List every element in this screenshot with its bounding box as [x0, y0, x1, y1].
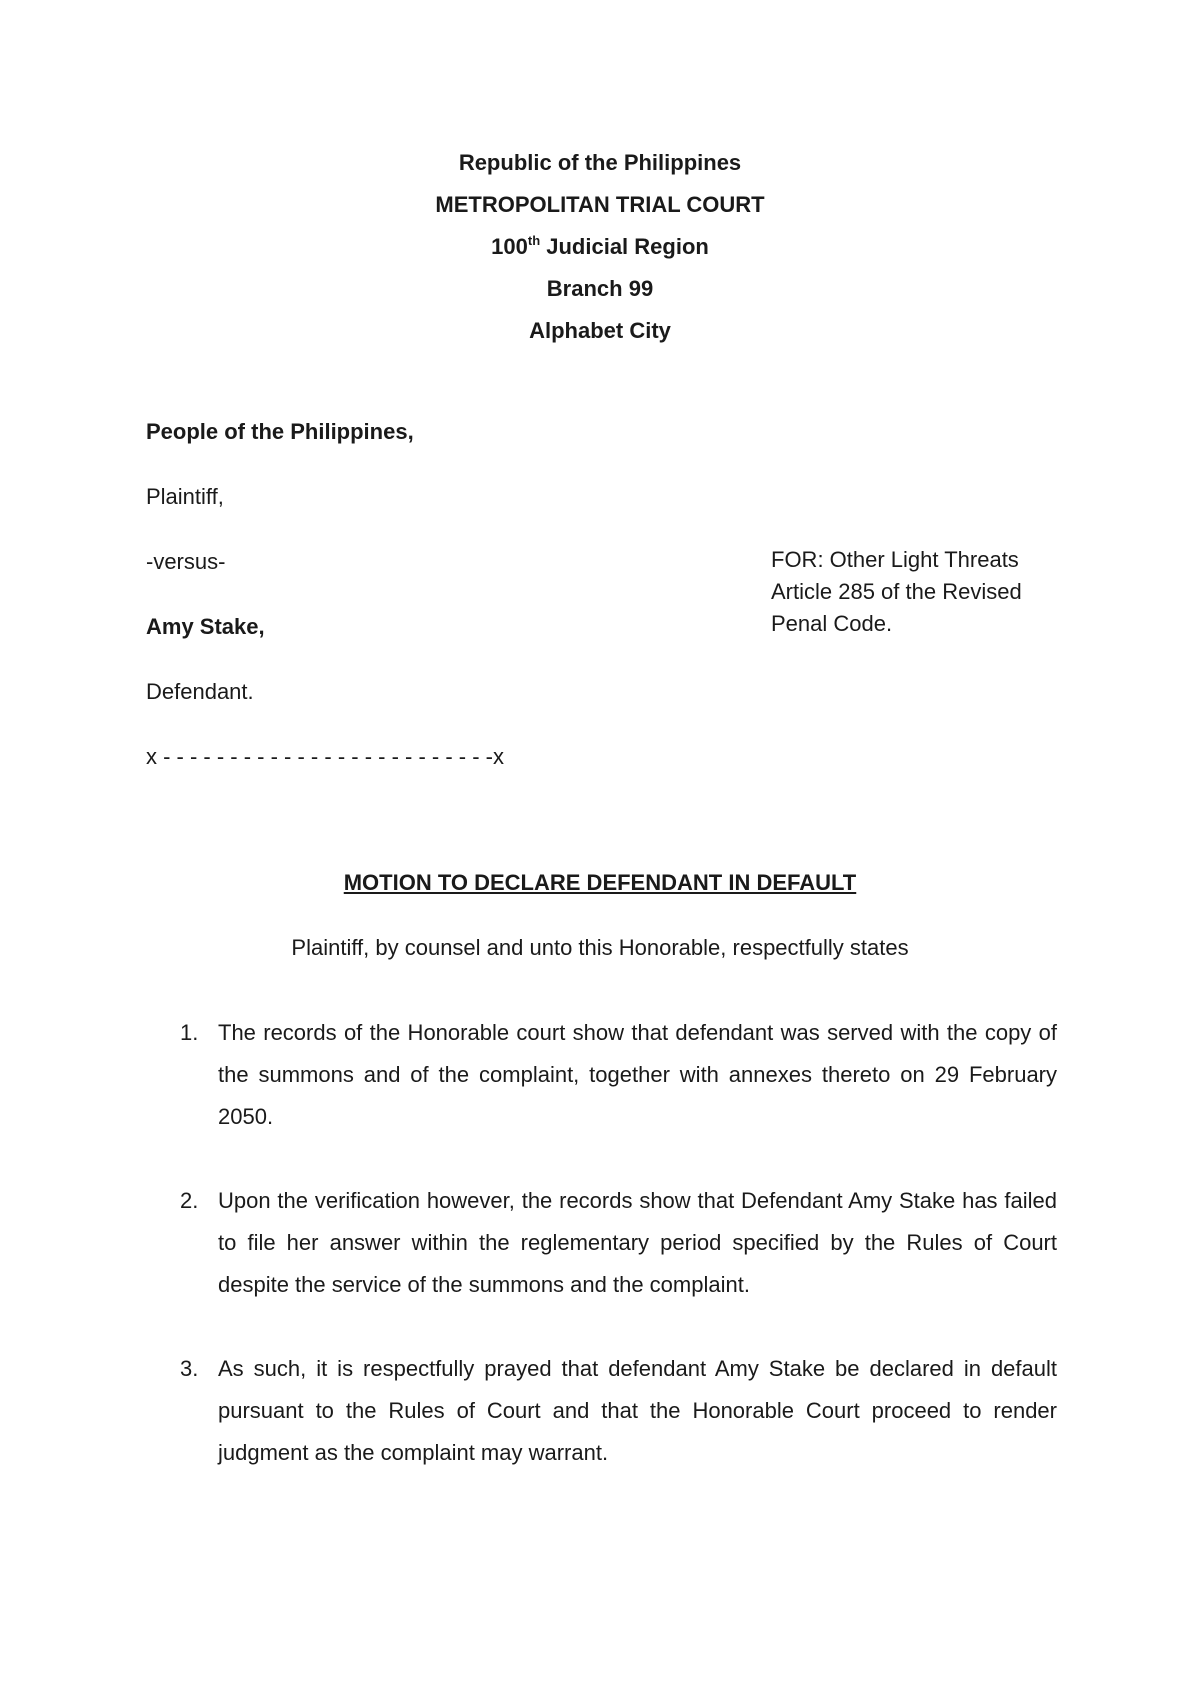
versus-label: -versus-: [146, 549, 226, 574]
motion-item: [180, 1180, 1057, 1306]
header-region-label: Judicial Region: [540, 234, 709, 259]
plaintiff-role: Plaintiff,: [146, 484, 224, 509]
motion-item: [180, 1012, 1057, 1138]
motion-title: MOTION TO DECLARE DEFENDANT IN DEFAULT: [343, 870, 857, 895]
charge-line-1: FOR: Other Light Threats: [771, 547, 1019, 572]
item-number: 3.: [180, 1356, 199, 1381]
item-text: Upon the verification however, the records show that Defendant Amy Stake has failed to file her answer within the reglementary period specified by the Rules of Court despite the service of the summons and the complaint.: [218, 1188, 1057, 1297]
item-text: As such, it is respectfully prayed that defendant Amy Stake be declared in default pursuant to the Rules of Court and that the Honorable Court proceed to render judgment as the complaint may warrant.: [218, 1356, 1057, 1465]
caption-separator: x - - - - - - - - - - - - - - - - - - - - - - - - -x: [146, 744, 504, 769]
plaintiff-name: People of the Philippines,: [146, 419, 414, 444]
header-region-suffix: th: [527, 233, 541, 248]
motion-item: [180, 1348, 1057, 1474]
motion-intro: Plaintiff, by counsel and unto this Honorable, respectfully states: [291, 935, 909, 960]
item-text: The records of the Honorable court show that defendant was served with the copy of the summons and of the complaint, together with annexes thereto on 29 February 2050.: [218, 1020, 1057, 1129]
item-number: 1.: [180, 1020, 199, 1045]
defendant-role: Defendant.: [146, 679, 254, 704]
header-branch: Branch 99: [546, 276, 654, 301]
header-city: Alphabet City: [529, 318, 671, 343]
charge-block: [771, 544, 1071, 640]
header-court-name: METROPOLITAN TRIAL COURT: [435, 192, 765, 217]
header-region-number: 100: [491, 234, 528, 259]
header-judicial-region: [0, 226, 1200, 268]
court-header: [0, 142, 1200, 352]
charge-line-3: Penal Code.: [771, 611, 893, 636]
motion-items: [180, 1012, 1057, 1516]
defendant-name: Amy Stake,: [146, 614, 265, 639]
header-republic: Republic of the Philippines: [458, 150, 742, 175]
item-number: 2.: [180, 1188, 199, 1213]
charge-line-2: Article 285 of the Revised: [771, 579, 1022, 604]
